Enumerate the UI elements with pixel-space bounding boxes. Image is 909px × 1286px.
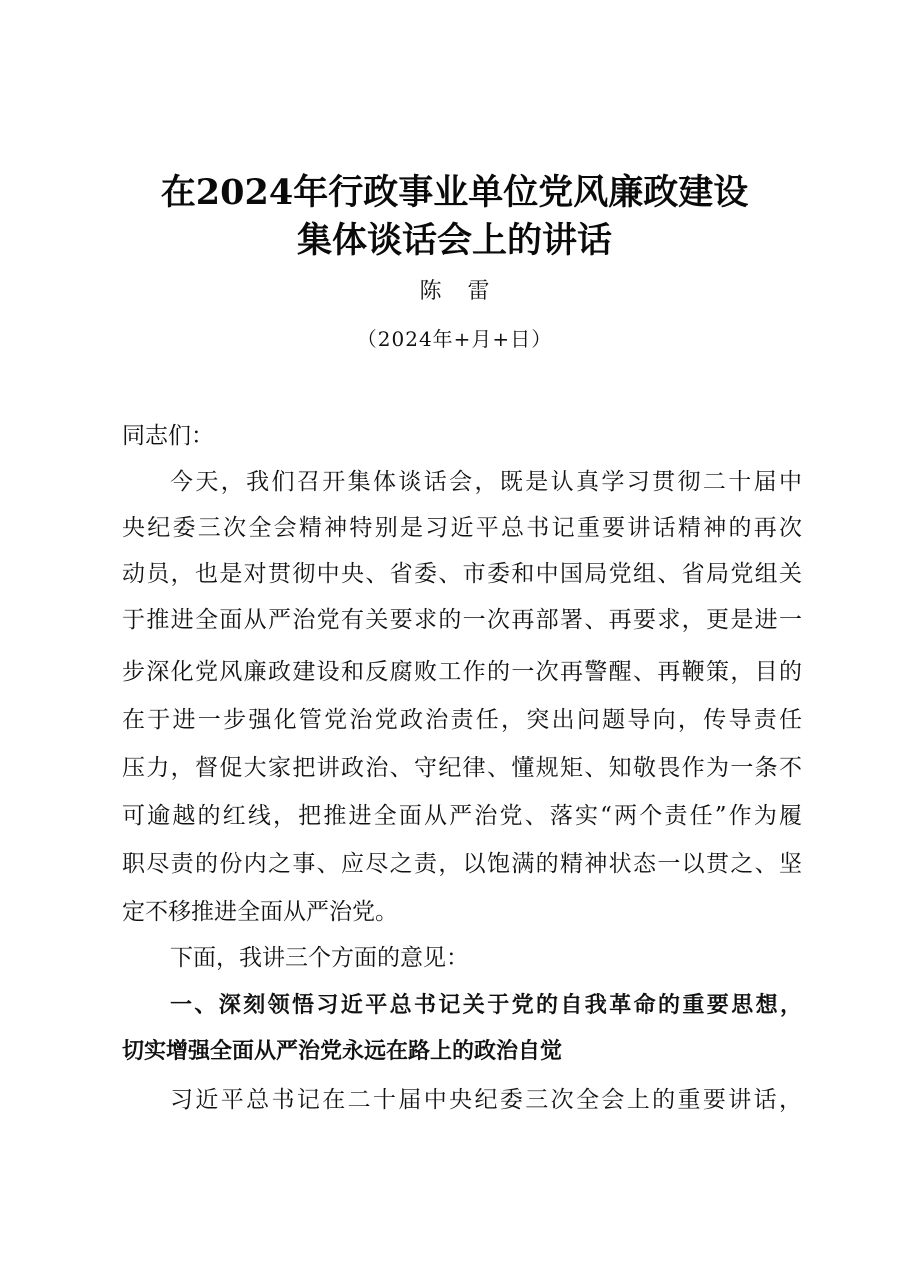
- paragraph-1-line: 职尽责的份内之事、应尽之责，以饱满的精神状态一以贯之、坚: [122, 851, 802, 877]
- paragraph-1-line: 今天，我们召开集体谈话会，既是认真学习贯彻二十届中: [170, 469, 802, 495]
- paragraph-1-line: 步深化党风廉政建设和反腐败工作的一次再警醒、再鞭策，目的: [122, 659, 802, 685]
- section-heading-1-line-1: 一、深刻领悟习近平总书记关于党的自我革命的重要思想，: [170, 993, 802, 1018]
- paragraph-2: 下面，我讲三个方面的意见：: [170, 945, 469, 971]
- paragraph-3-line-1: 习近平总书记在二十届中央纪委三次全会上的重要讲话，: [170, 1087, 802, 1113]
- paragraph-1-line: 在于进一步强化管党治党政治责任，突出问题导向，传导责任: [122, 707, 802, 733]
- paragraph-1-line: 定不移推进全面从严治党。: [122, 899, 398, 925]
- speech-date: （2024年+月+日）: [356, 327, 553, 351]
- document-title-line-1: 在2024年行政事业单位党风廉政建设: [160, 172, 749, 213]
- paragraph-1-line: 可逾越的红线，把推进全面从严治党、落实“两个责任”作为履: [122, 803, 802, 829]
- document-title-line-2: 集体谈话会上的讲话: [296, 220, 612, 261]
- section-heading-1-line-2: 切实增强全面从严治党永远在路上的政治自觉: [122, 1039, 563, 1064]
- paragraph-1-line: 动员，也是对贯彻中央、省委、市委和中国局党组、省局党组关: [122, 561, 802, 587]
- paragraph-1-line: 央纪委三次全会精神特别是习近平总书记重要讲话精神的再次: [122, 515, 802, 541]
- salutation: 同志们：: [122, 423, 214, 449]
- paragraph-1-line: 于推进全面从严治党有关要求的一次再部署、再要求，更是进一: [122, 607, 802, 633]
- paragraph-1-line: 压力，督促大家把讲政治、守纪律、懂规矩、知敬畏作为一条不: [122, 755, 802, 781]
- author-name: 陈雷: [419, 279, 516, 304]
